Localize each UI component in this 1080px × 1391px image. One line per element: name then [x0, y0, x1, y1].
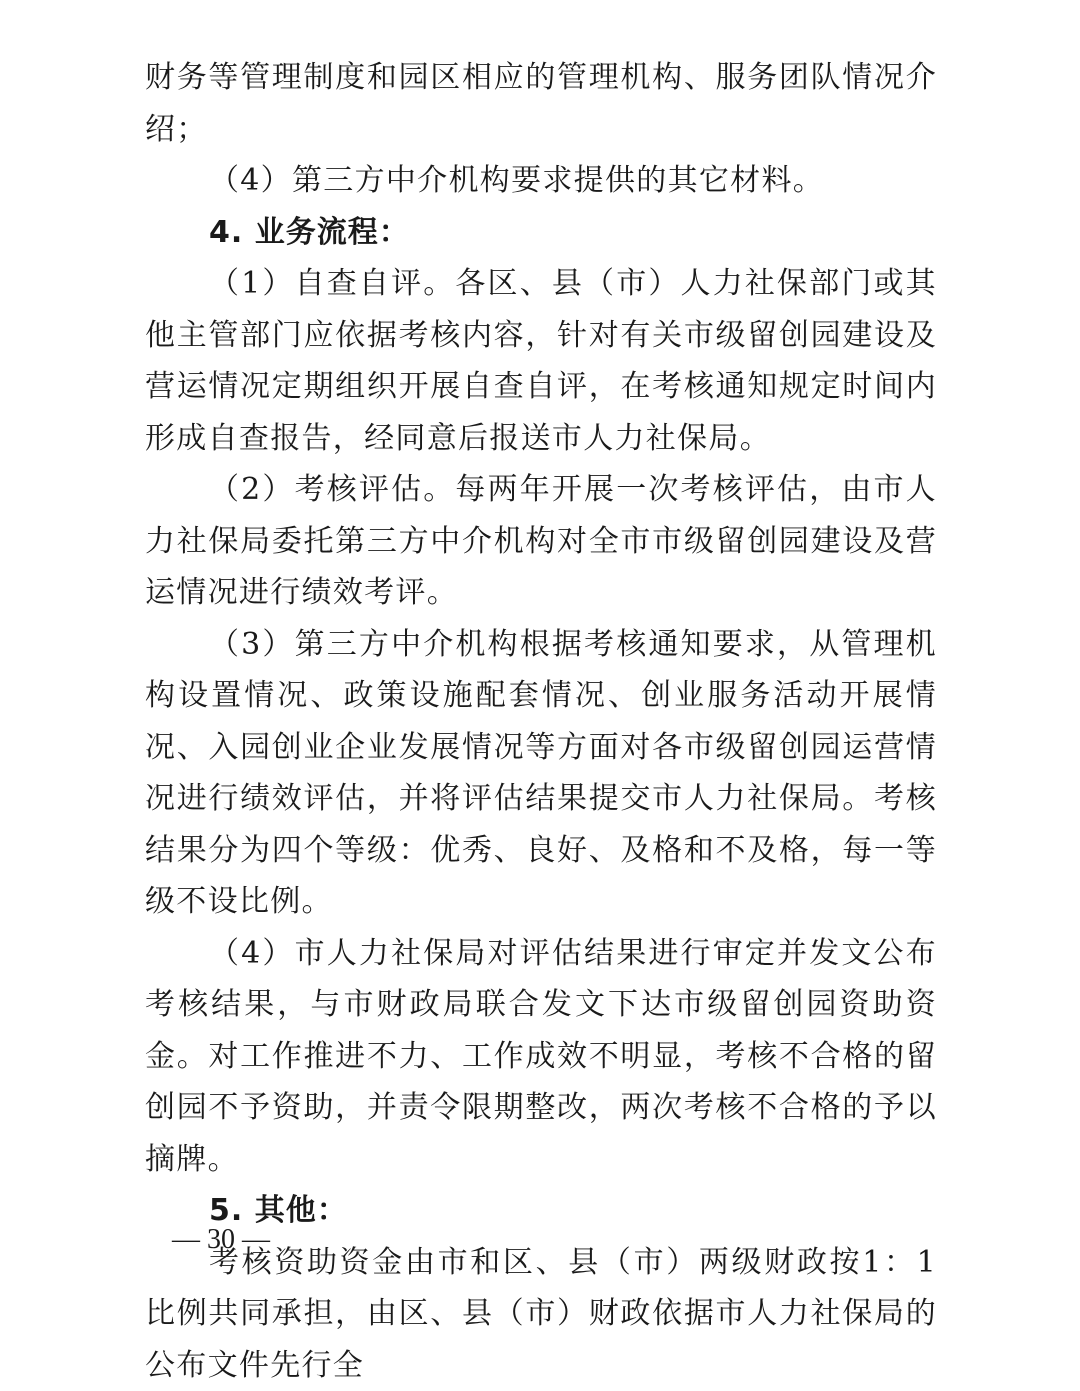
paragraph-step-2-evaluation: （2）考核评估。每两年开展一次考核评估，由市人力社保局委托第三方中介机构对全市市级留创园建设及营运情况进行绩效考评。	[145, 464, 937, 619]
section-heading-other: 5. 其他：	[145, 1185, 937, 1237]
page-number: — 30 —	[172, 1222, 270, 1258]
paragraph-other-funding: 考核资助资金由市和区、县（市）两级财政按1：1比例共同承担，由区、县（市）财政依据市人力社保局的公布文件先行全	[145, 1237, 937, 1391]
document-body	[145, 52, 937, 1391]
paragraph-step-4-results: （4）市人力社保局对评估结果进行审定并发文公布考核结果，与市财政局联合发文下达市级留创园资助资金。对工作推进不力、工作成效不明显，考核不合格的留创园不予资助，并责令限期整改，两次考核不合格的予以摘牌。	[145, 928, 937, 1186]
section-heading-business-process: 4. 业务流程：	[145, 207, 937, 259]
paragraph-step-3-third-party: （3）第三方中介机构根据考核通知要求，从管理机构设置情况、政策设施配套情况、创业服务活动开展情况、入园创业企业发展情况等方面对各市级留创园运营情况进行绩效评估，并将评估结果提交市人力社保局。考核结果分为四个等级：优秀、良好、及格和不及格，每一等级不设比例。	[145, 619, 937, 928]
paragraph-step-1-self-assessment: （1）自查自评。各区、县（市）人力社保部门或其他主管部门应依据考核内容，针对有关市级留创园建设及营运情况定期组织开展自查自评，在考核通知规定时间内形成自查报告，经同意后报送市人力社保局。	[145, 258, 937, 464]
paragraph-item-4-materials: （4）第三方中介机构要求提供的其它材料。	[145, 155, 937, 207]
paragraph-continuation: 财务等管理制度和园区相应的管理机构、服务团队情况介绍；	[145, 52, 937, 155]
